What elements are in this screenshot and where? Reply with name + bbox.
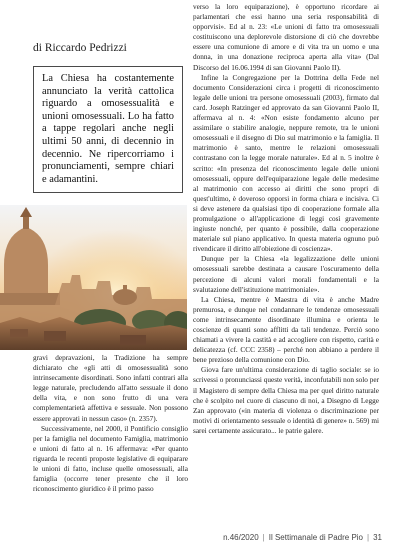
- paragraph: Dunque per la Chiesa «la legalizzazione delle unioni omosessuali sarebbe destinata a causare l'oscuramento della percezione di alcuni valori morali fondamentali e la svalutazione dell'istituzione matrimoniale».: [193, 255, 379, 294]
- right-column-text: [193, 2, 379, 522]
- author-byline: di Riccardo Pedrizzi: [33, 42, 127, 54]
- pull-quote-box: La Chiesa ha costantemente annunciato la verità cattolica riguardo a omosessualità e unioni omosessuali. Lo ha fatto a tappe regolari anche negli ultimi 50 anni, di decennio in decennio. Ne ripercorriamo i pronunciamenti, sempre chiari e adamantini.: [33, 66, 183, 193]
- footer-separator: |: [262, 533, 265, 542]
- paragraph: Giova fare un'ultima considerazione di taglio sociale: se io scrivessi o pronunciassi queste verità, inconfutabili non solo per il Magistero di sempre della Chiesa ma per quel diritto naturale che è scolpito nel cuore di ciascuno di noi, a Disegno di Legge Zan approvato («in materia di violenza o discriminazione per motivi di orientamento sessuale o identità di genere» n. 569) mi sarei certamente assicurato... le patrie galere.: [193, 366, 379, 435]
- magazine-title: Il Settimanale di Padre Pio: [268, 533, 364, 542]
- page-footer: [190, 533, 382, 542]
- paragraph: verso la loro equiparazione), è opportuno ricordare ai parlamentari che essi hanno una seria responsabilità di opporvisi». Ed al n. 23: «Le unioni di fatto tra omosessuali costituiscono una deplorevole distorsione di ciò che dovrebbe essere una comunione di amore e di vita tra un uomo e una donna, in una donazione reciproca aperta alla vita» (Dal Discorso del 16.06.1994 di san Giovanni Paolo II).: [193, 3, 379, 72]
- rome-skyline-photo: [0, 205, 187, 350]
- left-column-text: [33, 353, 188, 553]
- paragraph: Successivamente, nel 2000, il Pontificio consiglio per la famiglia nel documento Famiglia, matrimonio e unioni di fatto al n. 16 affermava: «Per quanto riguarda le recenti proposte legislative di equiparare le unioni di fatto, incluse quelle omosessuali, alla famiglia (occorre tener presente che il loro riconoscimento giuridico è il primo passo: [33, 424, 188, 494]
- footer-separator: |: [367, 533, 370, 542]
- page-number: 31: [373, 533, 382, 542]
- issue-number: n.46/2020: [223, 533, 259, 542]
- paragraph: gravi depravazioni, la Tradizione ha sempre dichiarato che «gli atti di omosessualità sono intrinsecamente disordinati. Sono infatti contrari alla legge naturale, precludendo all'atto sessuale il dono della vita, e non sono frutto di una vera complementarietà affettiva e sessuale. Non possono essere approvati in nessun caso» (n. 2357).: [33, 354, 188, 423]
- paragraph: La Chiesa, mentre è Maestra di vita è anche Madre premurosa, e dunque nel condannare le tendenze omosessuali come intrinsecamente disordinate illumina e orienta le coscienze di quanti sono afflitti da tali tendenze. Perciò sono chiamati a vivere la castità e ad accogliere con rispetto, carità e delicatezza (cf. CCC 2358) – perché non abbiano a perdere il bene prezioso della comunione con Dio.: [193, 295, 379, 365]
- skyline-illustration: [0, 205, 187, 350]
- paragraph: Infine la Congregazione per la Dottrina della Fede nel documento Considerazioni circa i progetti di riconoscimento legale delle unioni tra persone omosessuali (2003), firmato dal card. Joseph Ratzinger ed approvato da san Giovanni Paolo II, affermava al n. 4: «Non esiste fondamento alcuno per assimilare o stabilire analogie, neppure remote, tra le unioni omosessuali e il disegno di Dio sul matrimonio e la famiglia. Il matrimonio è santo, mentre le relazioni omosessuali contrastano con la legge morale naturale». Ed al n. 5 inoltre è scritto: «In presenza del riconoscimento legale delle unioni omosessuali, oppure dell'equiparazione legale delle medesime al matrimonio con accesso ai diritti che sono propri di quest'ultimo, è doveroso opporsi in forma chiara e incisiva. Ci si deve astenere da qualsiasi tipo di cooperazione formale alla promulgazione o all'applicazione di leggi così gravemente ingiuste nonché, per quanto è possibile, dalla cooperazione materiale sul piano applicativo. In questa materia ognuno può rivendicare il diritto all'obiezione di coscienza».: [193, 73, 379, 254]
